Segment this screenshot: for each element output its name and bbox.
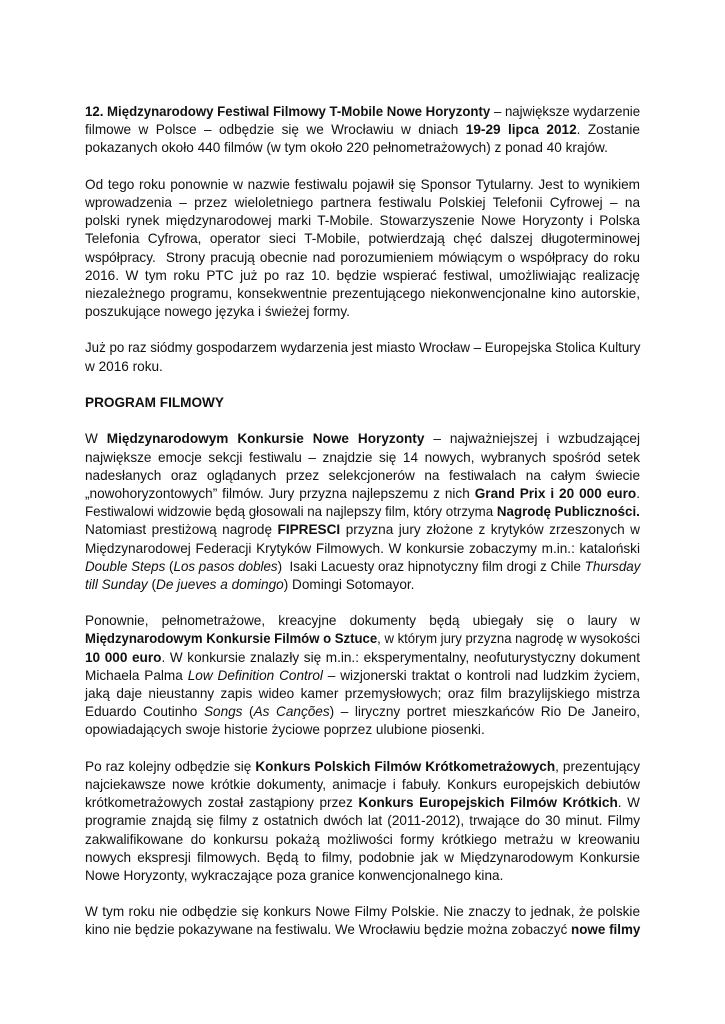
text-run: ) Domingi Sotomayor. — [283, 576, 415, 592]
text-run: krótkometrażowych został zastąpiony przez — [85, 795, 359, 811]
text-line — [85, 649, 640, 667]
text-line — [85, 285, 640, 303]
italic-text: Songs — [203, 704, 243, 720]
italic-text: Double Steps — [85, 558, 166, 574]
text-line — [85, 449, 640, 467]
text-line — [85, 667, 640, 685]
text-run: Telefonia Cyfrowa, operator sieci T-Mobile, potwierdzają chęć dalszej długoterminowej — [85, 231, 640, 247]
text-line — [85, 776, 640, 794]
italic-text: Los pasos dobles — [173, 558, 278, 574]
text-line — [85, 485, 640, 503]
host-city-paragraph — [85, 339, 640, 375]
bold-text: Międzynarodowym Konkursie Filmów o Sztuce — [85, 631, 378, 647]
text-line — [85, 849, 640, 867]
text-line — [85, 721, 640, 739]
text-run: Nowe Horyzonty, wykraczające poza granice konwencjonalnego kina. — [85, 867, 504, 883]
text-run: , prezentujący — [555, 758, 640, 774]
text-line — [85, 921, 641, 939]
bold-text: nowe filmy — [571, 922, 641, 938]
text-line — [85, 521, 640, 539]
text-run: ) Isaki Lacuesty oraz hipnotyczny film drogi z Chile — [277, 558, 585, 574]
art-documentary-paragraph — [85, 612, 640, 739]
main-competition-paragraph — [85, 430, 640, 594]
bold-text: Międzynarodowym Konkursie Nowe Horyzonty — [106, 431, 425, 447]
text-run: najciekawsze nowe krótkie dokumenty, animacje i fabuły. Konkurs europejskich debiutów — [85, 776, 640, 792]
italic-text: Thursday — [584, 558, 641, 574]
text-run: w 2016 roku. — [85, 358, 163, 374]
bold-text: 19-29 lipca 2012 — [465, 122, 577, 138]
text-run: Po raz kolejny odbędzie się — [85, 758, 256, 774]
text-run: . — [636, 485, 640, 501]
text-line — [85, 394, 640, 412]
text-line — [85, 794, 640, 812]
italic-text: Low Definition Control — [187, 667, 323, 683]
text-run: Festiwalowi widzowie będą głosowali na najlepszy film, który otrzyma — [85, 504, 497, 520]
bold-text: 10 000 euro — [85, 649, 162, 665]
text-line — [85, 139, 640, 157]
text-run: ( — [242, 704, 254, 720]
short-films-paragraph — [85, 758, 640, 885]
text-run: „nowohoryzontowych” filmów. Jury przyzna najlepszemu z nich — [85, 485, 475, 501]
text-line — [85, 558, 641, 576]
section-heading — [85, 394, 640, 412]
italic-text: till Sunday — [85, 576, 148, 592]
text-run: ( — [165, 558, 174, 574]
text-line — [85, 212, 640, 230]
bold-text: Konkurs Polskich Filmów Krótkometrażowych — [255, 758, 556, 774]
text-line — [85, 230, 640, 248]
text-line — [85, 576, 640, 594]
text-line — [85, 903, 640, 921]
text-run: Natomiast prestiżową nagrodę — [85, 522, 278, 538]
text-line — [85, 194, 640, 212]
text-line — [85, 685, 640, 703]
text-run: W — [85, 431, 107, 447]
text-line — [85, 831, 640, 849]
text-run: 2016. W tym roku PTC już po raz 10. będzie wspierać festiwal, umożliwiając realizację — [85, 267, 640, 283]
text-line — [85, 812, 640, 830]
text-run: – największe wydarzenie — [490, 104, 641, 119]
text-run: największe emocje sekcji festiwalu – znajdzie się 14 nowych, wybranych spośród setek — [85, 449, 640, 465]
intro-paragraph — [85, 103, 640, 158]
text-run: kino nie będzie pokazywane na festiwalu. We Wrocławiu będzie można zobaczyć — [85, 922, 572, 938]
text-line — [85, 358, 640, 376]
bold-text: 12. Międzynarodowy Festiwal Filmowy T-Mobile Nowe Horyzonty — [85, 104, 491, 119]
text-run: pokazanych około 440 filmów (w tym około 220 pełnometrażowych) z ponad 40 krajów. — [85, 140, 608, 156]
text-run: ( — [147, 576, 157, 592]
text-run: zakwalifikowane do konkursu pokażą możliwości formy krótkiego metrażu w kreowaniu — [85, 831, 640, 847]
text-run: . Zostanie — [576, 122, 640, 138]
text-line — [85, 303, 640, 321]
sponsor-paragraph — [85, 176, 640, 322]
text-run: Ponownie, pełnometrażowe, kreacyjne dokumenty będą ubiegały się o laury w — [85, 613, 640, 629]
text-line — [85, 267, 640, 285]
text-run: Międzynarodowej Federacji Krytyków Filmowych. W konkursie zobaczymy m.in.: kataloński — [85, 540, 640, 556]
text-run: polski rynek międzynarodowej marki T-Mobile. Stowarzyszenie Nowe Horyzonty i Polska — [85, 213, 640, 229]
text-line — [85, 503, 640, 521]
italic-text: De jueves a domingo — [156, 576, 284, 592]
italic-text: As Canções — [253, 704, 330, 720]
text-run: nowych ekspresji filmowych. Będą to filmy, podobnie jak w Międzynarodowym Konkursie — [85, 849, 640, 865]
text-run: – wizjonerski traktat o kontroli nad ludzkim życiem, — [322, 667, 640, 683]
text-line — [85, 176, 640, 194]
text-run: filmowe w Polsce – odbędzie się we Wrocławiu w dniach — [85, 122, 466, 138]
text-run: jaką daje nieustanny zapis wideo kamer przemysłowych; oraz film brazylijskiego mistrza — [85, 686, 640, 701]
text-run: , w którym jury przyzna nagrodę w wysokości — [377, 631, 641, 647]
text-run: opowiadających swoje historie życiowe poprzez ulubione piosenki. — [85, 722, 485, 738]
text-run: poszukujące nowego języka i świeżej formy. — [85, 304, 350, 320]
text-line — [85, 867, 640, 885]
text-line — [85, 121, 640, 139]
text-line — [85, 540, 640, 558]
text-run: Już po raz siódmy gospodarzem wydarzenia jest miasto Wrocław – Europejska Stolica Kultury — [85, 340, 641, 356]
text-line — [85, 249, 640, 267]
text-run: . W konkursie znalazły się m.in.: eksperymentalny, neofuturystyczny dokument — [161, 649, 641, 665]
text-line — [85, 758, 640, 776]
text-line — [85, 703, 640, 721]
bold-text: Konkurs Europejskich Filmów Krótkich — [358, 795, 618, 811]
text-run: – najważniejszej i wzbudzającej — [424, 431, 641, 447]
text-run: przyzna jury złożone z krytyków zrzeszonych w — [340, 522, 640, 538]
text-run: Eduardo Coutinho — [85, 704, 204, 720]
text-line — [85, 467, 640, 485]
text-run: współpracy. Strony pracują obecnie nad porozumieniem mówiącym o współpracy do roku — [85, 249, 640, 265]
text-run: nadesłanych oraz oglądanych przez selekcjonerów na festiwalach na całym świecie — [85, 467, 640, 483]
text-run: wprowadzenia – przez wieloletniego partnera festiwalu Polskiej Telefonii Cyfrowej – na — [85, 194, 640, 210]
text-line — [85, 630, 641, 648]
text-run: niezależnego programu, konsekwentnie prezentującego niekonwencjonalne kino autorskie, — [85, 285, 640, 301]
text-line — [85, 103, 641, 121]
document-page — [85, 103, 640, 958]
bold-text: FIPRESCI — [277, 522, 341, 538]
text-run: W tym roku nie odbędzie się konkurs Nowe Filmy Polskie. Nie znaczy to jednak, że polskie — [85, 904, 640, 920]
bold-text: Nagrodę Publiczności. — [496, 504, 640, 520]
text-line — [85, 430, 640, 448]
bold-text: PROGRAM FILMOWY — [85, 395, 224, 410]
text-line — [85, 612, 640, 630]
text-run: programie znajdą się filmy z ostatnich dwóch lat (2011-2012), trwające do 30 minut. Filmy — [85, 813, 640, 829]
polish-films-paragraph — [85, 903, 640, 939]
text-run: ) – liryczny portret mieszkańców Rio De Janeiro, — [329, 704, 640, 720]
text-run: . W — [617, 795, 640, 811]
text-run: Od tego roku ponownie w nazwie festiwalu pojawił się Sponsor Tytularny. Jest to wynikiem — [85, 176, 640, 192]
text-line — [85, 339, 641, 357]
bold-text: Grand Prix i 20 000 euro — [474, 485, 637, 501]
text-run: Michaela Palma — [85, 667, 188, 683]
